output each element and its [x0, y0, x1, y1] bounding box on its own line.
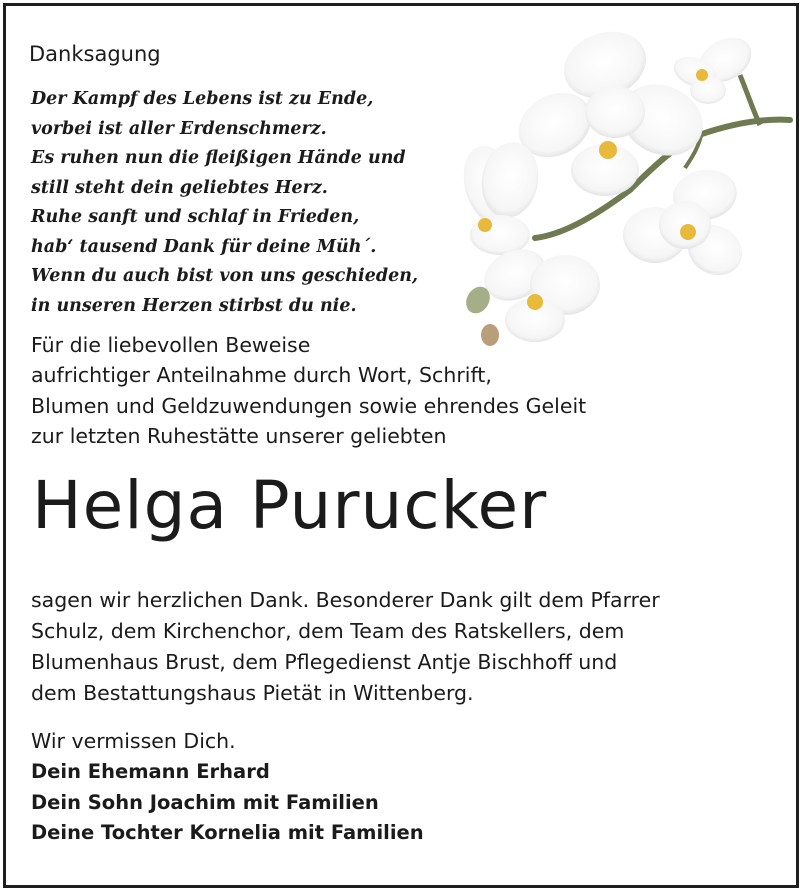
orchid-flower-image: [440, 20, 794, 350]
intro-line: zur letzten Ruhestätte unserer geliebten: [31, 423, 447, 448]
intro-text: [31, 330, 586, 451]
intro-line: Für die liebevollen Beweise: [31, 333, 311, 357]
thanks-line: Blumenhaus Brust, dem Pflegedienst Antje Bischhoff und: [31, 650, 618, 674]
poem-line: Es ruhen nun die fleißigen Hände und: [31, 148, 406, 168]
thanks-text: [31, 585, 660, 709]
poem: [31, 85, 418, 321]
heading-danksagung: Danksagung: [29, 42, 161, 66]
closing-line: Wir vermissen Dich.: [31, 729, 236, 753]
signature-line: Dein Sohn Joachim mit Familien: [31, 790, 379, 814]
signature-line: Deine Tochter Kornelia mit Familien: [31, 821, 424, 844]
poem-line: vorbei ist aller Erdenschmerz.: [31, 118, 327, 139]
intro-line: aufrichtiger Anteilnahme durch Wort, Schrift,: [31, 363, 492, 388]
thanks-line: sagen wir herzlichen Dank. Besonderer Dank gilt dem Pfarrer: [31, 588, 660, 612]
poem-line: hab‘ tausend Dank für deine Müh´.: [31, 236, 377, 257]
signature-line: Dein Ehemann Erhard: [31, 760, 270, 783]
poem-line: still steht dein geliebtes Herz.: [31, 177, 328, 198]
thanks-line: Schulz, dem Kirchenchor, dem Team des Ratskellers, dem: [31, 619, 625, 643]
poem-line: in unseren Herzen stirbst du nie.: [31, 295, 357, 316]
thanks-line: dem Bestattungshaus Pietät in Wittenberg.: [31, 681, 474, 705]
poem-line: Ruhe sanft und schlaf in Frieden,: [31, 207, 360, 227]
signatures: [31, 757, 424, 849]
intro-line: Blumen und Geldzuwendungen sowie ehrendes Geleit: [31, 393, 587, 418]
deceased-name: Helga Purucker: [32, 467, 548, 544]
poem-line: Der Kampf des Lebens ist zu Ende,: [31, 89, 374, 109]
poem-line: Wenn du auch bist von uns geschieden,: [31, 266, 419, 286]
